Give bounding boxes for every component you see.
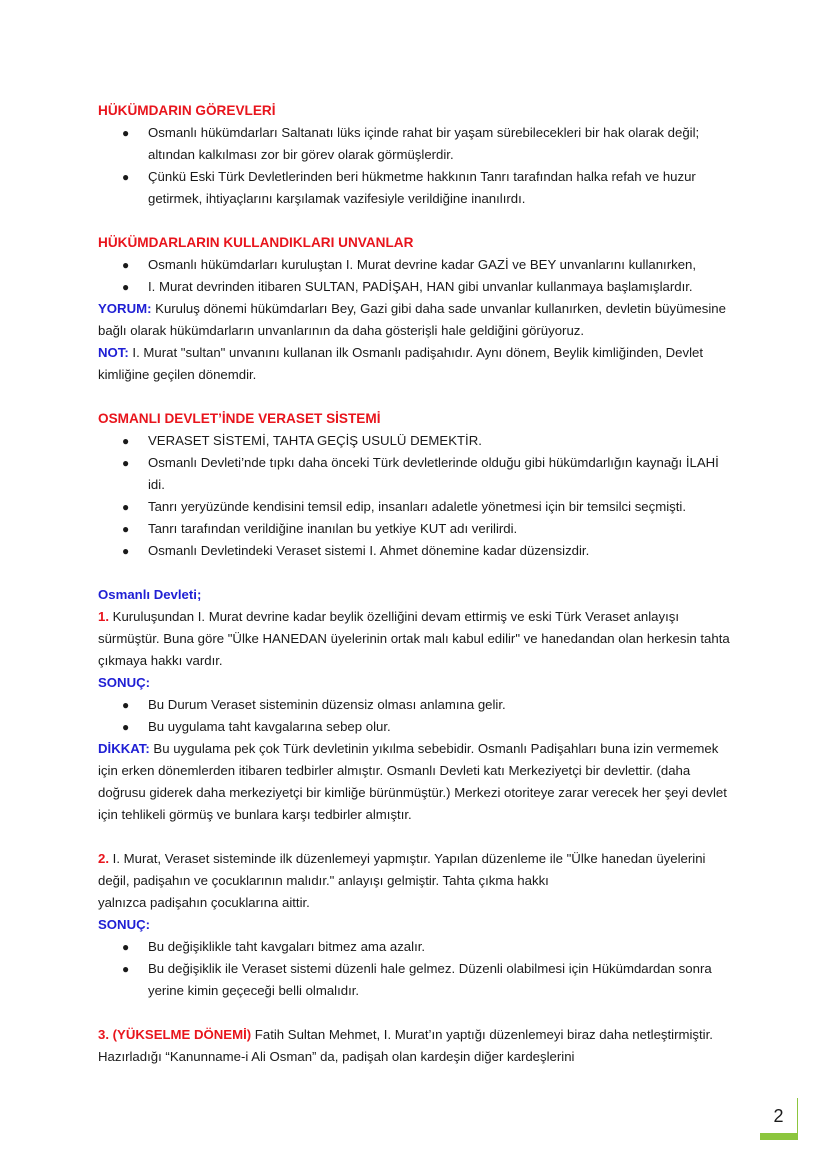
bullet-icon: ● (122, 544, 130, 558)
yorum-paragraph: YORUM: Kuruluş dönemi hükümdarları Bey, Gazi gibi daha sade unvanlar kullanırken, devletin büyümesine bağlı olarak hükümdarların unvanlarının da daha gösterişli hale geldiğini görüyoruz. (98, 301, 726, 338)
sonuc2-list (98, 936, 738, 1002)
page-number-accent-bar (760, 1133, 797, 1140)
bullet-icon: ● (122, 170, 130, 184)
bullet-icon: ● (122, 698, 130, 712)
section-heading-unvanlar: HÜKÜMDARLARIN KULLANDIKLARI UNVANLAR (98, 235, 414, 250)
list-item: ● I. Murat devrinden itibaren SULTAN, PADİŞAH, HAN gibi unvanlar kullanmaya başlamışlardır. (98, 276, 738, 298)
bullet-icon: ● (122, 522, 130, 536)
paragraph-number: 1. (98, 609, 109, 624)
bullet-icon: ● (122, 500, 130, 514)
list-item: ● Bu uygulama taht kavgalarına sebep olur. (98, 716, 738, 738)
gorevler-list (98, 122, 738, 210)
paragraph-3-label: 3. (YÜKSELME DÖNEMİ) (98, 1027, 252, 1042)
paragraph-1: 1. Kuruluşundan I. Murat devrine kadar beylik özelliğini devam ettirmiş ve eski Türk Veraset anlayışı sürmüştür. Buna göre "Ülke HANEDAN üyelerinin ortak malı kabul edilir" ve hanedandan olan herkesin tahta çıkmaya hakkı vardır. (98, 609, 730, 668)
bullet-icon: ● (122, 280, 130, 294)
section-heading-gorevler: HÜKÜMDARIN GÖREVLERİ (98, 103, 276, 118)
bullet-icon: ● (122, 258, 130, 272)
list-item: ● Bu değişiklikle taht kavgaları bitmez ama azalır. (98, 936, 738, 958)
yorum-label: YORUM: (98, 301, 152, 316)
list-item: ● Bu değişiklik ile Veraset sistemi düzenli hale gelmez. Düzenli olabilmesi için Hükümdardan sonra yerine kimin geçeceği belli olmalıdır. (98, 958, 738, 1002)
bullet-icon: ● (122, 962, 130, 976)
list-item: ● Bu Durum Veraset sisteminin düzensiz olması anlamına gelir. (98, 694, 738, 716)
paragraph-2: 2. I. Murat, Veraset sisteminde ilk düzenlemeyi yapmıştır. Yapılan düzenleme ile "Ülke hanedan üyelerini değil, padişahın ve çocuklarının malıdır." anlayışı gelmiştir. Tahta çıkma hakkı yalnızca padişahın çocuklarına aittir. (98, 851, 706, 910)
list-item: ● Tanrı yeryüzünde kendisini temsil edip, insanları adaletle yönetmesi için bir temsilci seçmişti. (98, 496, 738, 518)
list-item: ● Çünkü Eski Türk Devletlerinden beri hükmetme hakkının Tanrı tarafından halka refah ve huzur getirmek, ihtiyaçlarını karşılamak vazifesiyle verildiğine inanılırdı. (98, 166, 738, 210)
section-heading-veraset: OSMANLI DEVLET’İNDE VERASET SİSTEMİ (98, 411, 381, 426)
unvanlar-list (98, 254, 738, 298)
paragraph-3: 3. (YÜKSELME DÖNEMİ) Fatih Sultan Mehmet, I. Murat’ın yaptığı düzenlemeyi biraz daha netleştirmiştir. Hazırladığı “Kanunname-i Ali Osman” da, padişah olan kardeşin diğer kardeşlerini (98, 1027, 713, 1064)
page-number: 2 (773, 1106, 784, 1126)
bullet-icon: ● (122, 434, 130, 448)
sonuc-label-1: SONUÇ: (98, 675, 151, 690)
bullet-icon: ● (122, 456, 130, 470)
dikkat-paragraph: DİKKAT: Bu uygulama pek çok Türk devletinin yıkılma sebebidir. Osmanlı Padişahları buna izin vermemek için erken dönemlerden itibaren tedbirler almıştır. Osmanlı Devleti katı Merkeziyetçi bir devlettir. (daha doğrusu giderek daha merkeziyetçi bir kimliğe bürünmüştür.) Merkezi otoriteye zarar verecek her şeyi devlet için tehlikeli görmüş ve bunlara karşı tedbirler almıştır. (98, 741, 727, 822)
sonuc-label-2: SONUÇ: (98, 917, 151, 932)
list-item: ● Osmanlı hükümdarları Saltanatı lüks içinde rahat bir yaşam sürebilecekleri bir hak olarak değil; altından kalkılması zor bir görev olarak görmüşlerdir. (98, 122, 738, 166)
veraset-list (98, 430, 738, 562)
list-item: ● Osmanlı hükümdarları kuruluştan I. Murat devrine kadar GAZİ ve BEY unvanlarını kullanırken, (98, 254, 738, 276)
sonuc1-list (98, 694, 738, 738)
list-item: ● VERASET SİSTEMİ, TAHTA GEÇİŞ USULÜ DEMEKTİR. (98, 430, 738, 452)
list-item: ● Osmanlı Devletindeki Veraset sistemi I. Ahmet dönemine kadar düzensizdir. (98, 540, 738, 562)
document-page (98, 100, 738, 1068)
dikkat-label: DİKKAT: (98, 741, 150, 756)
section-heading-osmanli: Osmanlı Devleti; (98, 587, 202, 602)
page-number-divider (797, 1098, 798, 1140)
not-label: NOT: (98, 345, 129, 360)
bullet-icon: ● (122, 940, 130, 954)
list-item: ● Osmanlı Devleti’nde tıpkı daha önceki Türk devletlerinde olduğu gibi hükümdarlığın kaynağı İLAHİ idi. (98, 452, 738, 496)
bullet-icon: ● (122, 126, 130, 140)
bullet-icon: ● (122, 720, 130, 734)
list-item: ● Tanrı tarafından verildiğine inanılan bu yetkiye KUT adı verilirdi. (98, 518, 738, 540)
paragraph-number: 2. (98, 851, 109, 866)
not-paragraph: NOT: I. Murat "sultan" unvanını kullanan ilk Osmanlı padişahıdır. Aynı dönem, Beylik kimliğinden, Devlet kimliğine geçilen dönemdir. (98, 345, 704, 382)
